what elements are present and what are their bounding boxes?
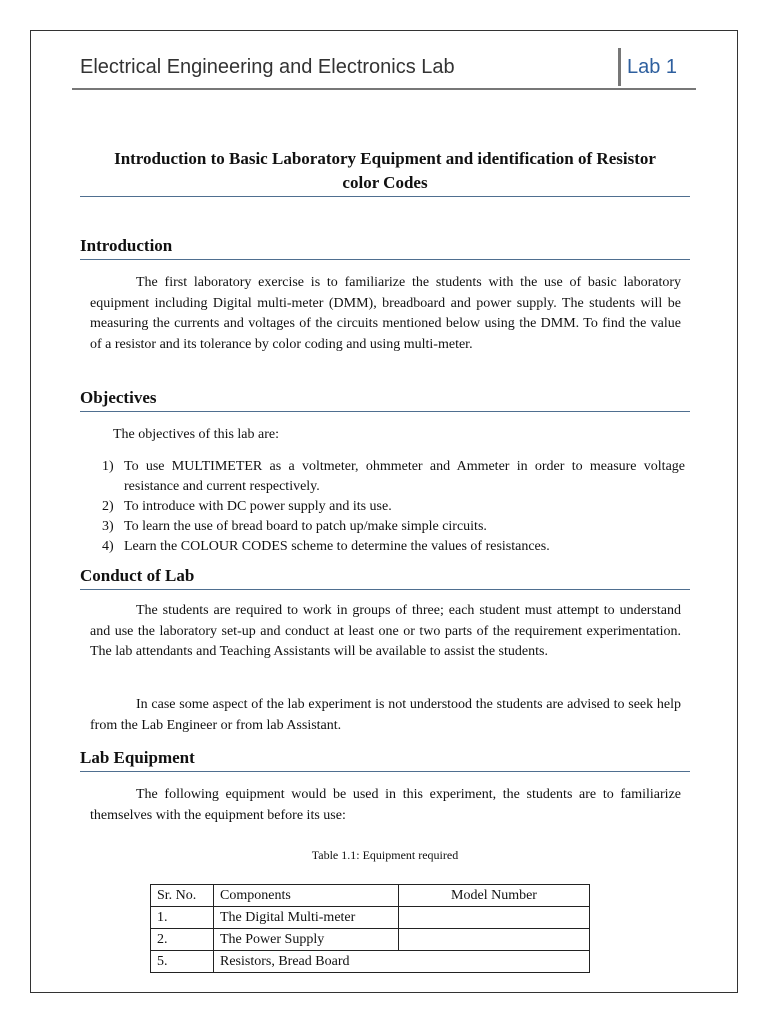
header-divider (618, 48, 621, 86)
document-title (80, 147, 690, 195)
cell-sr-no: 2. (151, 929, 214, 951)
conduct-heading: Conduct of Lab (80, 566, 690, 590)
table-row (151, 907, 590, 929)
header-sr-no: Sr. No. (151, 885, 214, 907)
header-components: Components (214, 885, 399, 907)
cell-component: The Digital Multi-meter (214, 907, 399, 929)
document-title-line-1: Introduction to Basic Laboratory Equipment and identification of Resistor (114, 149, 656, 168)
introduction-heading: Introduction (80, 236, 690, 260)
table-row (151, 929, 590, 951)
list-item: 4) Learn the COLOUR CODES scheme to determine the values of resistances. (102, 539, 550, 554)
introduction-paragraph: The first laboratory exercise is to familiarize the students with the use of basic laboratory equipment including Digital multi-meter (DMM), breadboard and power supply. The students will be measuring the currents and voltages of the circuits mentioned below using the DMM. To find the value of a resistor and its tolerance by color coding and using multi-meter. (90, 275, 681, 352)
header-title: Electrical Engineering and Electronics Lab (80, 56, 455, 78)
cell-sr-no: 5. (151, 951, 214, 973)
table-caption: Table 1.1: Equipment required (311, 848, 459, 862)
objectives-list (90, 457, 685, 557)
list-item: 2) To introduce with DC power supply and its use. (102, 499, 392, 514)
document-title-line-2: color Codes (342, 173, 428, 192)
equipment-paragraph: The following equipment would be used in this experiment, the students are to familiarize themselves with the equipment before its use: (90, 787, 681, 823)
cell-model (399, 907, 590, 929)
conduct-paragraph-1: The students are required to work in groups of three; each student must attempt to understand and use the laboratory set-up and conduct at least one or two parts of the requirement experimentation. The lab attendants and Teaching Assistants will be available to assist the students. (90, 603, 681, 659)
cell-component: Resistors, Bread Board (214, 951, 590, 973)
cell-model (399, 929, 590, 951)
page-header (72, 48, 696, 90)
header-model-number: Model Number (399, 885, 590, 907)
equipment-table (150, 884, 590, 973)
title-divider (80, 196, 690, 197)
list-item: 1) To use MULTIMETER as a voltmeter, ohmmeter and Ammeter in order to measure voltage resistance and current respectively. (102, 459, 685, 494)
conduct-paragraph-2: In case some aspect of the lab experiment is not understood the students are advised to seek help from the Lab Engineer or from lab Assistant. (90, 697, 681, 733)
objectives-lead: The objectives of this lab are: (113, 427, 279, 442)
table-row (151, 951, 590, 973)
cell-sr-no: 1. (151, 907, 214, 929)
equipment-heading: Lab Equipment (80, 748, 690, 772)
header-lab-number: Lab 1 (627, 56, 678, 78)
table-header-row (151, 885, 590, 907)
objectives-heading: Objectives (80, 388, 690, 412)
list-item: 3) To learn the use of bread board to patch up/make simple circuits. (102, 519, 487, 534)
cell-component: The Power Supply (214, 929, 399, 951)
